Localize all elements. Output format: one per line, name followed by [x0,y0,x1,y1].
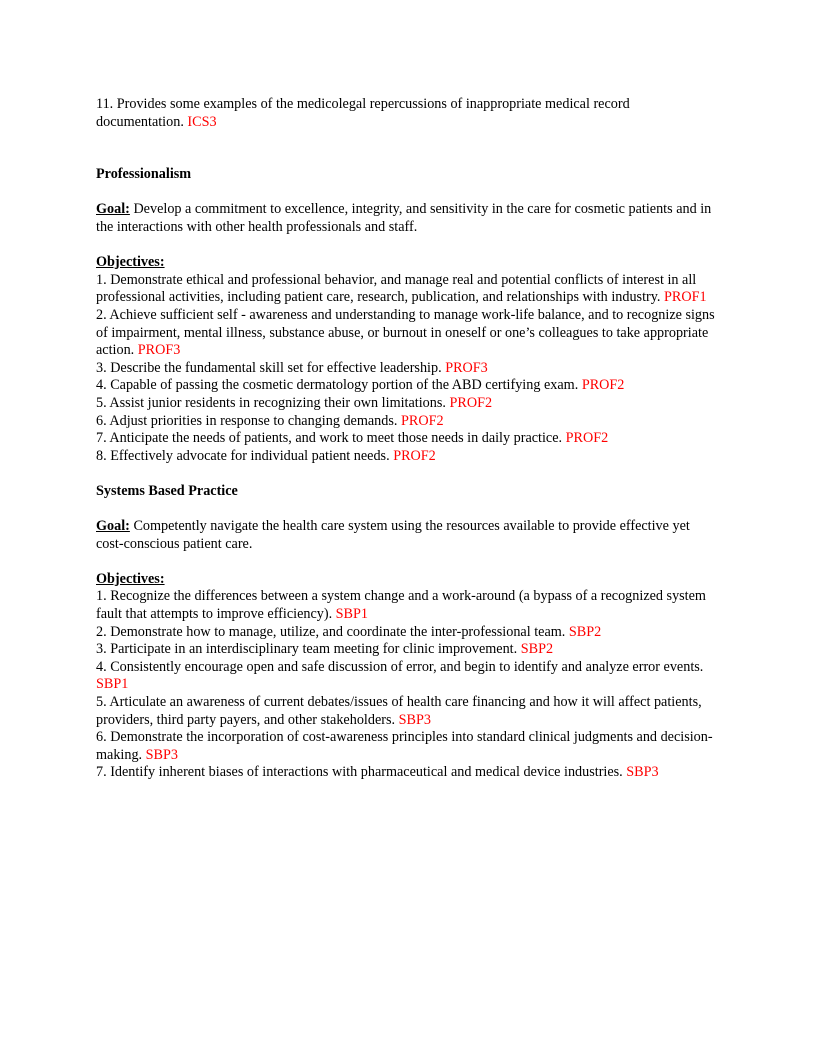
objective-text: 6. Adjust priorities in response to changing demands. [96,412,401,429]
competency-code: SBP3 [398,711,431,728]
objective-item [96,624,720,642]
spacer [96,237,720,255]
competency-code: SBP1 [335,606,369,623]
goal-label: Goal: [96,518,130,535]
objective-text: 8. Effectively advocate for individual patient needs. [96,447,394,464]
objective-item [96,413,720,431]
objective-item [96,764,720,782]
objective-item [96,729,720,764]
objective-item [96,641,720,659]
systems-heading: Systems Based Practice [96,482,238,499]
intro-item [96,96,720,131]
objective-item [96,430,720,448]
systems-objectives-list [96,588,720,782]
objective-text: 3. Participate in an interdisciplinary team meeting for clinic improvement. [96,641,521,658]
spacer [96,500,720,518]
objective-item [96,448,720,466]
systems-objectives-label: Objectives: [96,570,165,587]
professionalism-goal [96,201,720,236]
competency-code: ICS3 [187,113,217,130]
goal-text: Develop a commitment to excellence, integrity, and sensitivity in the care for cosmetic patients and in the interactions with other health professionals and staff. [96,201,712,235]
competency-code: PROF2 [393,447,436,464]
objective-item [96,395,720,413]
intro-item-text: 11. Provides some examples of the medicolegal repercussions of inappropriate medical record documentation. [96,96,630,130]
competency-code: PROF2 [449,394,493,411]
spacer [96,131,720,166]
objective-text: 5. Articulate an awareness of current debates/issues of health care financing and how it will affect patients, providers, third party payers, and other stakeholders. [96,694,702,728]
competency-code: PROF1 [664,289,707,306]
competency-code: PROF2 [401,412,444,429]
competency-code: SBP1 [96,676,129,693]
objective-text: 7. Identify inherent biases of interactions with pharmaceutical and medical device industries. [96,764,627,781]
objective-item [96,272,720,307]
objective-text: 1. Demonstrate ethical and professional behavior, and manage real and potential conflicts of interest in all professional activities, including patient care, research, publication, and relationships with industry. [96,271,697,306]
competency-code: PROF3 [137,342,181,359]
competency-code: SBP2 [520,641,554,658]
objective-item [96,694,720,729]
professionalism-heading: Professionalism [96,166,192,183]
objective-text: 2. Achieve sufficient self - awareness and understanding to manage work-life balance, and to recognize signs of impairment, mental illness, substance abuse, or burnout in oneself or one’s colleagues to take appropriate action. [96,306,715,359]
competency-code: PROF2 [581,377,625,394]
objective-item [96,377,720,395]
goal-label: Goal: [96,201,130,218]
objective-text: 2. Demonstrate how to manage, utilize, and coordinate the inter-professional team. [96,623,569,640]
spacer [96,184,720,202]
objective-item [96,588,720,623]
competency-code: SBP3 [145,746,178,763]
objective-text: 4. Capable of passing the cosmetic dermatology portion of the ABD certifying exam. [96,377,582,394]
professionalism-objectives-list [96,272,720,466]
professionalism-objectives-label: Objectives: [96,254,165,271]
objective-text: 4. Consistently encourage open and safe discussion of error, and begin to identify and analyze error events. [96,658,704,675]
spacer [96,553,720,571]
competency-code: PROF2 [565,430,609,447]
objective-item [96,659,720,694]
document-page [96,96,720,782]
objective-text: 3. Describe the fundamental skill set for effective leadership. [96,359,446,376]
objective-text: 5. Assist junior residents in recognizing their own limitations. [96,394,450,411]
objective-item [96,307,720,360]
systems-goal [96,518,720,553]
competency-code: PROF3 [445,359,488,376]
goal-text: Competently navigate the health care system using the resources available to provide effective yet cost-conscious patient care. [96,518,690,552]
objective-item [96,360,720,378]
spacer [96,465,720,483]
objective-text: 7. Anticipate the needs of patients, and work to meet those needs in daily practice. [96,430,566,447]
objective-text: 6. Demonstrate the incorporation of cost-awareness principles into standard clinical judgments and decision-making. [96,729,713,763]
objective-text: 1. Recognize the differences between a system change and a work-around (a bypass of a recognized system fault that attempts to improve efficiency). [96,588,706,623]
competency-code: SBP2 [568,623,602,640]
competency-code: SBP3 [626,764,659,781]
